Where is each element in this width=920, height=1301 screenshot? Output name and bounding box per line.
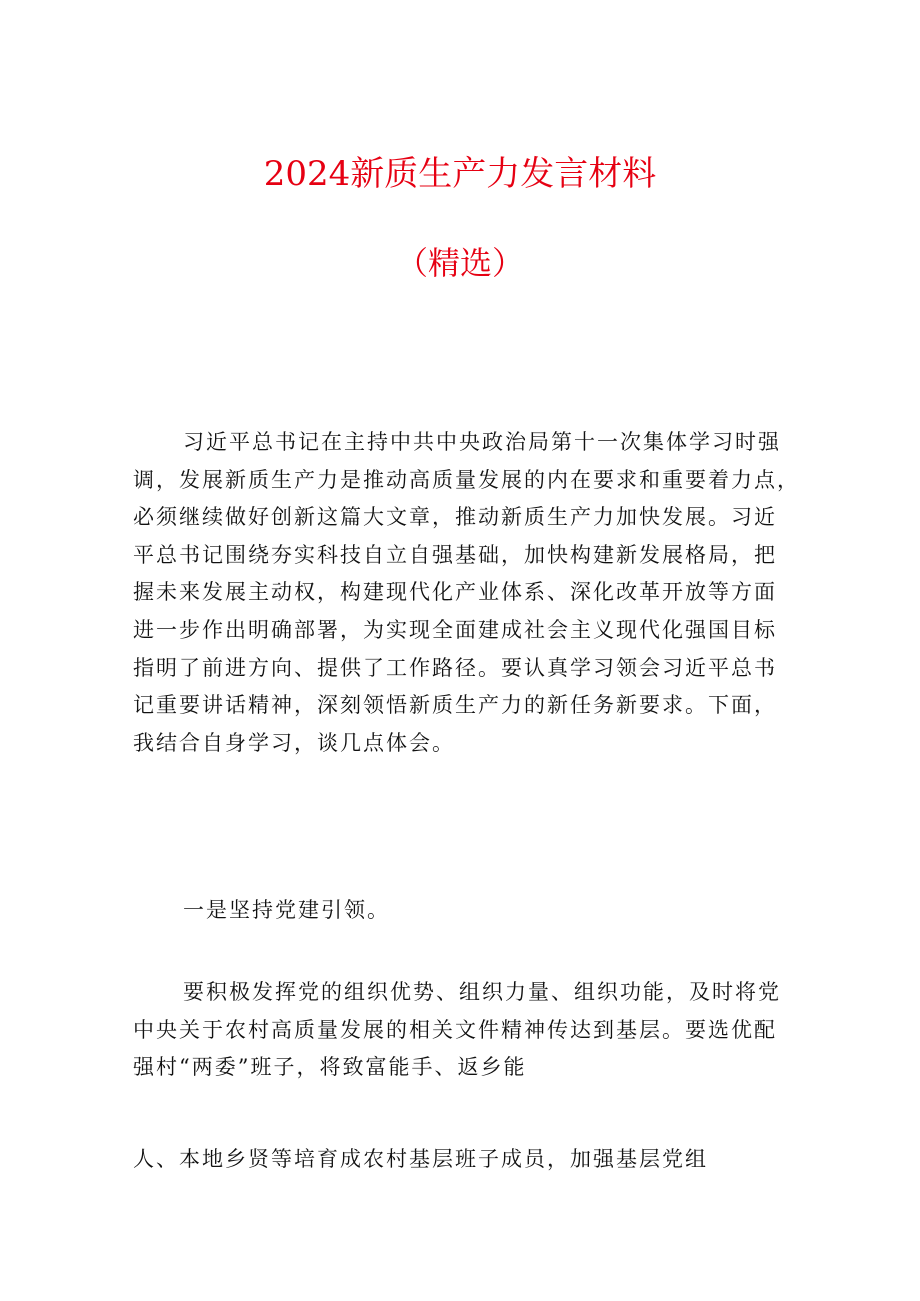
paragraph-line: 我结合自身学习，谈几点体会。 xyxy=(133,730,455,755)
paragraph-line: 习近平总书记在主持中共中央政治局第十一次集体学习时强 xyxy=(183,430,781,454)
paragraph-line: 记重要讲话精神，深刻领悟新质生产力的新任务新要求。下面， xyxy=(133,693,777,718)
paragraph-line: 指明了前进方向、提供了工作路径。要认真学习领会习近平总书 xyxy=(133,655,777,680)
point1-paragraph xyxy=(133,974,793,1087)
tail-text-line: 人、本地乡贤等培育成农村基层班子成员，加强基层党组 xyxy=(133,1147,708,1171)
intro-paragraph xyxy=(133,424,800,762)
paragraph-line: 必须继续做好创新这篇大文章，推动新质生产力加快发展。习近 xyxy=(133,505,777,530)
paragraph-line: 握未来发展主动权，构建现代化产业体系、深化改革开放等方面 xyxy=(133,580,777,605)
paragraph-line: 进一步作出明确部署，为实现全面建成社会主义现代化强国目标 xyxy=(133,617,777,642)
section-heading-point1 xyxy=(133,892,793,930)
paragraph-line: 强村“两委”班子，将致富能手、返乡能 xyxy=(133,1055,527,1080)
document-subtitle: （精选） xyxy=(395,244,524,282)
paragraph-line: 中央关于农村高质量发展的相关文件精神传达到基层。要选优配 xyxy=(133,1017,777,1042)
paragraph-line: 调，发展新质生产力是推动高质量发展的内在要求和重要着力点， xyxy=(133,467,800,492)
paragraph-line: 平总书记围绕夯实科技自立自强基础，加快构建新发展格局，把 xyxy=(133,542,777,567)
document-title: 2024新质生产力发言材料 xyxy=(263,154,657,194)
paragraph-line: 要积极发挥党的组织优势、组织力量、组织功能，及时将党 xyxy=(183,980,781,1004)
section-heading-text: 一是坚持党建引领。 xyxy=(183,898,390,922)
